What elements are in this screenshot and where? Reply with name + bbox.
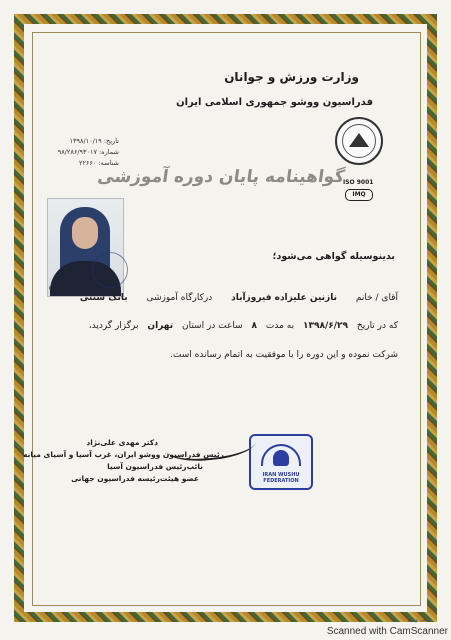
course-hours: ۸: [251, 321, 258, 331]
signatory-role-2: نائب‌رئیس فدراسیون آسیا: [107, 462, 203, 471]
issue-date: تاریخ: ۱۳۹۸/۱۰/۱۹: [69, 137, 119, 145]
issue-id: شناسه: ۲۲۶۶۰: [78, 159, 119, 167]
line1-mid: درکارگاه آموزشی: [146, 293, 213, 303]
mountain-icon: [349, 133, 369, 147]
stamp-text: IRAN WUSHU FEDERATION: [262, 472, 300, 484]
body-line-2: [89, 321, 398, 331]
duration-suffix: ساعت در استان: [181, 321, 243, 331]
workshop-name: بانگ سنتی: [79, 293, 128, 303]
ministry-title: وزارت ورزش و جوانان: [224, 70, 359, 84]
certificate-heading: گواهینامه پایان دوره آموزشی: [96, 167, 346, 187]
photo-face: [72, 217, 98, 249]
stamp-figure-icon: [273, 450, 289, 466]
iso-label: ISO 9001: [343, 179, 374, 186]
footer-note: پشتی وزین: [407, 617, 431, 623]
line2-prefix: که در تاریخ: [356, 321, 398, 331]
signatory-name: دکتر مهدی علی‌نژاد: [86, 438, 158, 447]
photo-code: CM-257: [49, 286, 69, 292]
scanner-watermark: Scanned with CamScanner: [326, 626, 448, 637]
signatory-role-3: عضو هیئت‌رئیسه فدراسیون جهانی: [71, 474, 199, 483]
federation-title: فدراسیون ووشو جمهوری اسلامی ایران: [176, 97, 373, 108]
line2-suffix: برگزار گردید،: [88, 321, 139, 331]
federation-stamp: [249, 434, 313, 490]
duration-prefix: به مدت: [265, 321, 295, 331]
province: تهران: [147, 321, 174, 331]
issue-number: شماره: ۹۸/۲۸۶/۹۳۰۱۷: [57, 148, 119, 156]
certification-intro: بدینوسیله گواهی می‌شود؛: [272, 251, 395, 262]
recipient-name: نازنین علیزاده فیروزآباد: [231, 293, 337, 303]
line1-prefix: آقای / خانم: [355, 293, 398, 303]
photo-stamp: [92, 252, 128, 288]
body-line-3: شرکت نموده و این دوره را با موفقیت به اتمام رسانده است.: [170, 350, 398, 360]
body-line-1: [80, 293, 398, 303]
signatory-role-1: رئیس فدراسیون ووشو ایران، غرب آسیا و آسیای میانه: [22, 450, 224, 459]
course-date: ۱۳۹۸/۶/۲۹: [303, 321, 349, 331]
federation-logo-icon: [335, 117, 383, 165]
imq-mark: IMQ: [345, 189, 373, 201]
